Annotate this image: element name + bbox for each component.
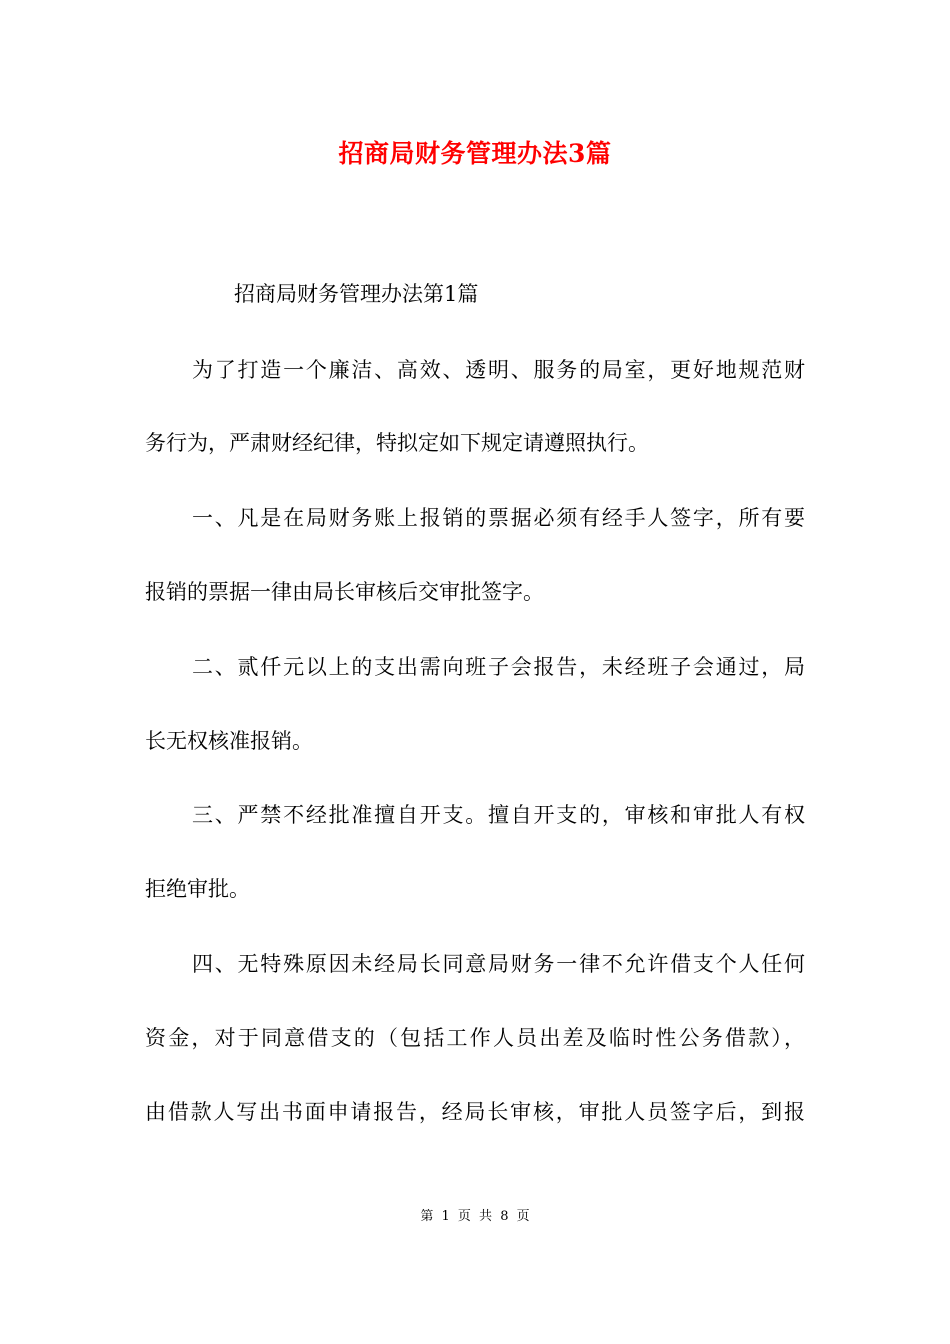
paragraph-line: 二、贰仟元以上的支出需向班子会报告，未经班子会通过，局 [192,655,805,679]
section-title: 招商局财务管理办法第1篇 [234,282,479,306]
paragraph-line: 四、无特殊原因未经局长同意局财务一律不允许借支个人任何 [192,952,805,976]
paragraph-line: 一、凡是在局财务账上报销的票据必须有经手人签字，所有要 [192,506,805,530]
paragraph-line: 长无权核准报销。 [145,729,313,753]
paragraph-line: 报销的票据一律由局长审核后交审批签字。 [145,580,544,604]
paragraph-line: 资金，对于同意借支的（包括工作人员出差及临时性公务借款）， [145,1026,805,1050]
paragraph-line: 由借款人写出书面申请报告，经局长审核，审批人员签字后，到报 [145,1100,805,1124]
paragraph-line: 务行为，严肃财经纪律，特拟定如下规定请遵照执行。 [145,431,649,455]
paragraph-line: 三、严禁不经批准擅自开支。擅自开支的，审核和审批人有权 [192,803,805,827]
paragraph-line: 拒绝审批。 [145,877,250,901]
document-title: 招商局财务管理办法3篇 [338,139,612,168]
paragraph-line: 为了打造一个廉洁、高效、透明、服务的局室，更好地规范财 [192,358,805,382]
page-number-footer: 第 1 页 共 8 页 [420,1209,530,1224]
